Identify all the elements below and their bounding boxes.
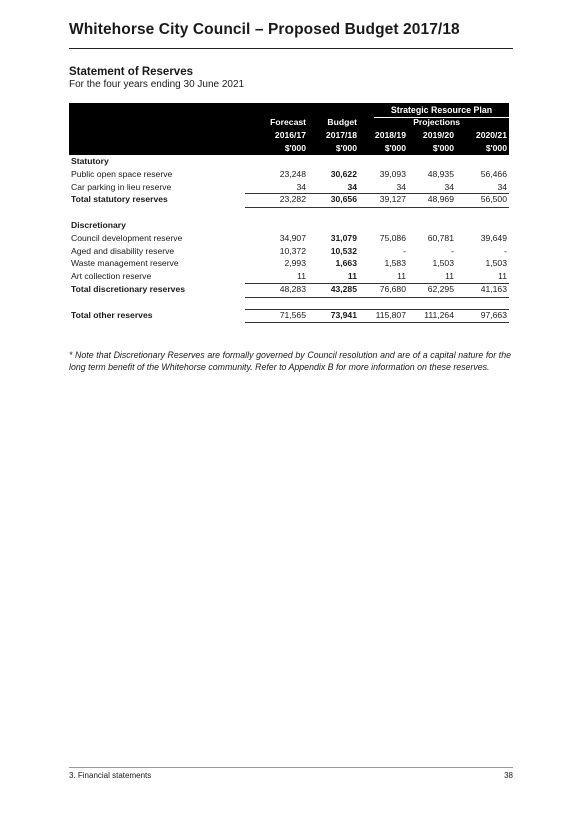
header-row-1 bbox=[69, 117, 509, 129]
header-year-5: 2020/21 bbox=[475, 130, 507, 140]
footer-page-number: 38 bbox=[504, 771, 513, 780]
total-row-other: Total other reserves 71,565 73,941 115,807 111,264 97,663 bbox=[69, 309, 509, 322]
header-row-2 bbox=[69, 130, 509, 142]
title-divider bbox=[69, 48, 513, 49]
header-year-2: 2017/18 bbox=[325, 130, 357, 140]
header-unit-3: $'000 bbox=[384, 143, 406, 153]
group-heading-discretionary: Discretionary bbox=[71, 219, 126, 230]
section-subtitle: For the four years ending 30 June 2021 bbox=[69, 79, 245, 90]
header-year-3: 2018/19 bbox=[374, 130, 406, 140]
table-row: Waste management reserve 2,993 1,663 1,583 1,503 1,503 bbox=[71, 258, 507, 269]
footer-section-name: 3. Financial statements bbox=[69, 771, 152, 780]
document-title: Whitehorse City Council – Proposed Budget 2017/18 bbox=[69, 21, 460, 38]
header-year-1: 2016/17 bbox=[274, 130, 306, 140]
section-title: Statement of Reserves bbox=[69, 66, 193, 78]
table-row: Aged and disability reserve 10,372 10,532 - - - bbox=[71, 245, 507, 256]
total-row-discretionary: Total discretionary reserves 48,283 43,285 76,680 62,295 41,163 bbox=[69, 283, 509, 296]
header-row-3 bbox=[69, 143, 509, 155]
header-projections: Projections bbox=[413, 117, 460, 127]
reserves-note: * Note that Discretionary Reserves are formally governed by Council resolution and are of a capital nature for the long term benefit of the Whitehorse community. Refer to Appendix B for more information on these reserves. bbox=[69, 350, 511, 372]
header-unit-4: $'000 bbox=[432, 143, 454, 153]
reserves-table bbox=[69, 103, 509, 321]
header-year-4: 2019/20 bbox=[422, 130, 454, 140]
table-row: Art collection reserve 11 11 11 11 11 bbox=[71, 271, 507, 282]
table-row: Car parking in lieu reserve 34 34 34 34 34 bbox=[71, 181, 507, 192]
header-unit-5: $'000 bbox=[485, 143, 507, 153]
footer-divider bbox=[69, 767, 513, 768]
table-row: Council development reserve 34,907 31,079 75,086 60,781 39,649 bbox=[71, 232, 507, 243]
group-heading-statutory: Statutory bbox=[71, 156, 109, 166]
strategic-resource-plan-header: Strategic Resource Plan bbox=[390, 105, 493, 115]
table-row: Public open space reserve 23,248 30,622 39,093 48,935 56,466 bbox=[71, 168, 507, 179]
total-row-statutory: Total statutory reserves 23,282 30,656 39,127 48,969 56,500 bbox=[69, 193, 509, 206]
table-header bbox=[69, 103, 509, 155]
header-unit-2: $'000 bbox=[335, 143, 357, 153]
header-unit-1: $'000 bbox=[284, 143, 306, 153]
header-budget: Budget bbox=[327, 117, 357, 127]
header-forecast: Forecast bbox=[270, 117, 306, 127]
